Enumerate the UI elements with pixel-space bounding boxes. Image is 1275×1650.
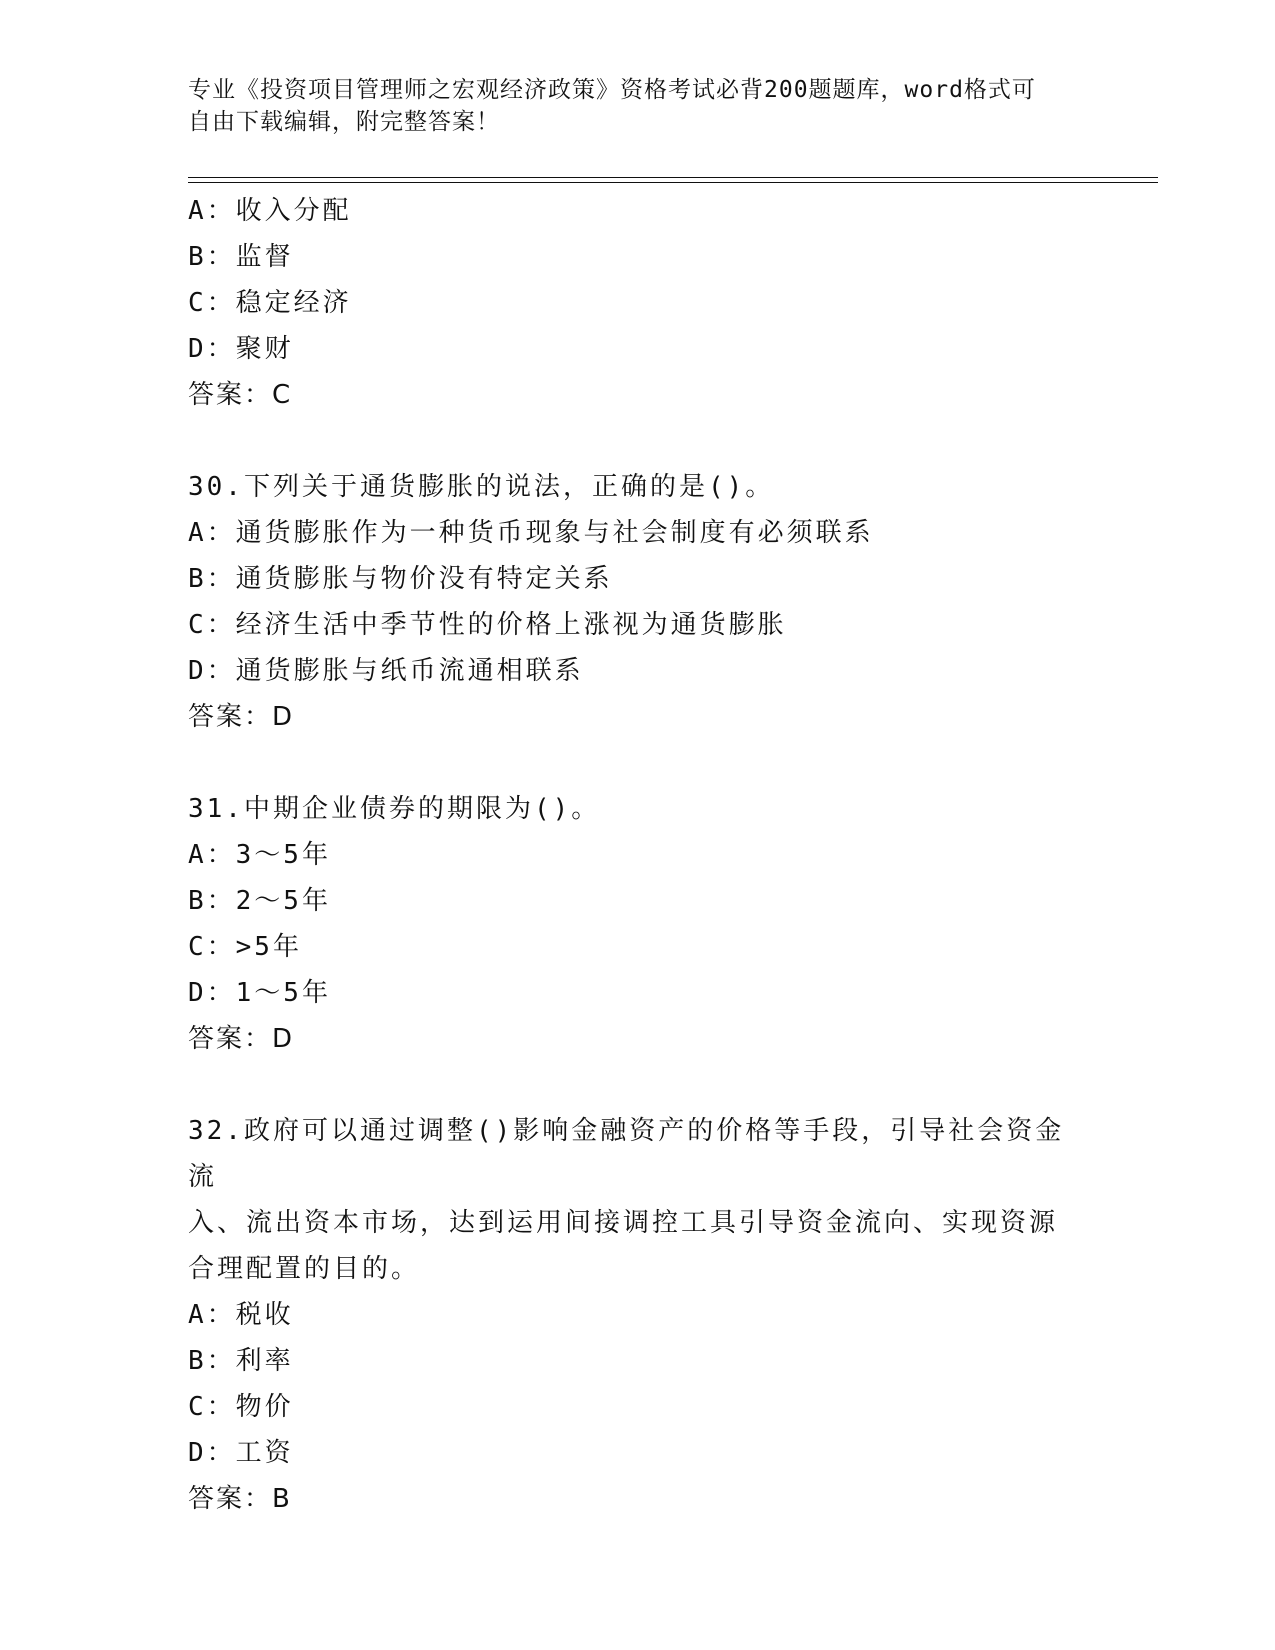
header-rule-bottom xyxy=(188,182,1158,183)
answer-line: 答案：B xyxy=(188,1484,292,1514)
spacer xyxy=(188,418,1088,464)
option-b: B：通货膨胀与物价没有特定关系 xyxy=(188,564,613,594)
spacer xyxy=(188,740,1088,786)
option-b: B：利率 xyxy=(188,1346,294,1376)
option-a: A：收入分配 xyxy=(188,196,352,226)
option-a: A：税收 xyxy=(188,1300,294,1330)
document-header xyxy=(188,74,1068,138)
question-text-line-1: 32.政府可以通过调整()影响金融资产的价格等手段，引导社会资金流 xyxy=(188,1116,1065,1192)
option-d: D：通货膨胀与纸币流通相联系 xyxy=(188,656,584,686)
question-text-line-2: 入、流出资本市场，达到运用间接调控工具引导资金流向、实现资源 xyxy=(188,1208,1059,1238)
option-d: D：1～5年 xyxy=(188,978,331,1008)
question-text: 31.中期企业债券的期限为()。 xyxy=(188,794,601,824)
option-c: C：物价 xyxy=(188,1392,294,1422)
option-c: C：>5年 xyxy=(188,932,302,962)
header-rule-top xyxy=(188,177,1158,178)
option-a: A：3～5年 xyxy=(188,840,331,870)
option-b: B：监督 xyxy=(188,242,294,272)
option-c: C：经济生活中季节性的价格上涨视为通货膨胀 xyxy=(188,610,787,640)
option-d: D：聚财 xyxy=(188,334,294,364)
answer-line: 答案：C xyxy=(188,380,293,410)
answer-line: 答案：D xyxy=(188,1024,295,1054)
question-text-line-3: 合理配置的目的。 xyxy=(188,1254,421,1284)
answer-line: 答案：D xyxy=(188,702,295,732)
spacer xyxy=(188,1062,1088,1108)
question-block-30 xyxy=(188,464,1088,740)
question-text: 30.下列关于通货膨胀的说法，正确的是()。 xyxy=(188,472,775,502)
option-b: B：2～5年 xyxy=(188,886,331,916)
option-c: C：稳定经济 xyxy=(188,288,352,318)
option-a: A：通货膨胀作为一种货币现象与社会制度有必须联系 xyxy=(188,518,874,548)
question-block-32 xyxy=(188,1108,1088,1522)
header-line-1: 专业《投资项目管理师之宏观经济政策》资格考试必背200题题库，word格式可 xyxy=(188,77,1036,103)
question-content xyxy=(188,188,1088,1522)
question-block-29 xyxy=(188,188,1088,418)
header-line-2: 自由下载编辑，附完整答案！ xyxy=(188,109,500,135)
option-d: D：工资 xyxy=(188,1438,294,1468)
question-block-31 xyxy=(188,786,1088,1062)
